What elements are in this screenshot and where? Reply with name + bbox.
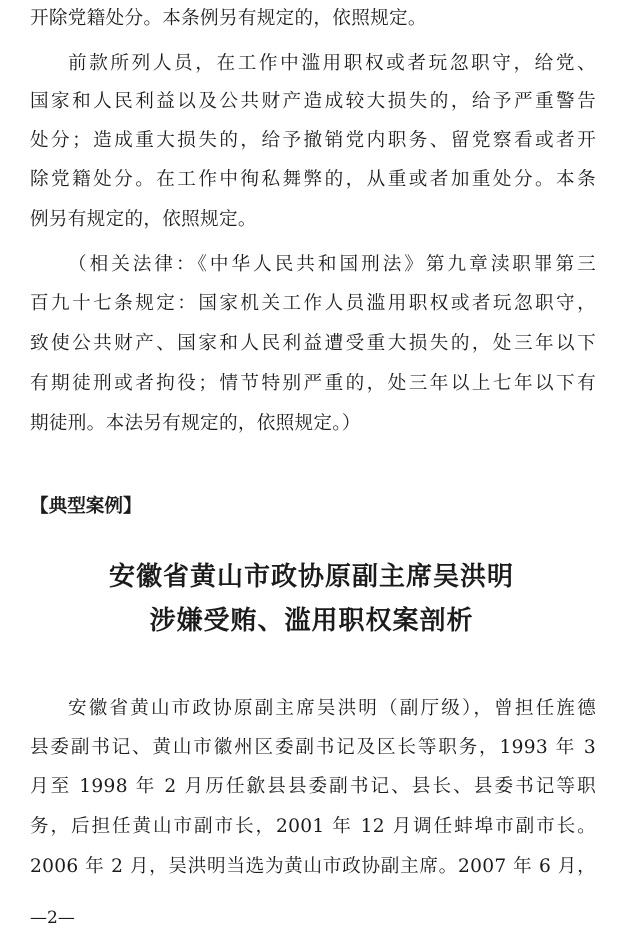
law-paragraph-line: 有期徒刑或者拘役；情节特别严重的，处三年以上七年以下有 — [30, 373, 596, 394]
case-title-line: 涉嫌受贿、滥用职权案剖析 — [149, 606, 474, 636]
law-paragraph-line: 致使公共财产、国家和人民利益遭受重大损失的，处三年以下 — [30, 333, 596, 354]
case-title-line: 安徽省黄山市政协原副主席吴洪明 — [108, 562, 514, 592]
case-paragraph-line: 安徽省黄山市政协原副主席吴洪明（副厅级），曾担任旌德 — [68, 698, 596, 719]
negligence-paragraph-line: 前款所列人员，在工作中滥用职权或者玩忽职守，给党、 — [68, 53, 596, 74]
negligence-paragraph-line: 除党籍处分。在工作中徇私舞弊的，从重或者加重处分。本条 — [30, 169, 596, 190]
negligence-paragraph-line: 处分；造成重大损失的，给予撤销党内职务、留党察看或者开 — [30, 130, 596, 151]
law-paragraph-line: （相关法律：《中华人民共和国刑法》第九章渎职罪第三 — [68, 254, 596, 275]
law-paragraph-line: 百九十七条规定：国家机关工作人员滥用职权或者玩忽职守， — [30, 293, 596, 314]
case-paragraph-line: 2006 年 2 月，吴洪明当选为黄山市政协副主席。2007 年 6 月， — [30, 856, 596, 877]
typical-case-heading: 【典型案例】 — [30, 496, 142, 517]
negligence-paragraph-line: 国家和人民利益以及公共财产造成较大损失的，给予严重警告 — [30, 91, 596, 112]
case-paragraph-line: 务，后担任黄山市副市长，2001 年 12 月调任蚌埠市副市长。 — [30, 816, 596, 837]
page-number: —2— — [30, 908, 75, 928]
negligence-paragraph-line: 例另有规定的，依照规定。 — [30, 209, 257, 230]
case-paragraph-line: 月至 1998 年 2 月历任歙县县委副书记、县长、县委书记等职 — [30, 776, 596, 797]
case-paragraph-line: 县委副书记、黄山市徽州区委副书记及区长等职务，1993 年 3 — [30, 737, 596, 758]
previous-paragraph-line: 开除党籍处分。本条例另有规定的，依照规定。 — [30, 8, 427, 29]
law-paragraph-line: 期徒刑。本法另有规定的，依照规定。） — [30, 413, 361, 434]
